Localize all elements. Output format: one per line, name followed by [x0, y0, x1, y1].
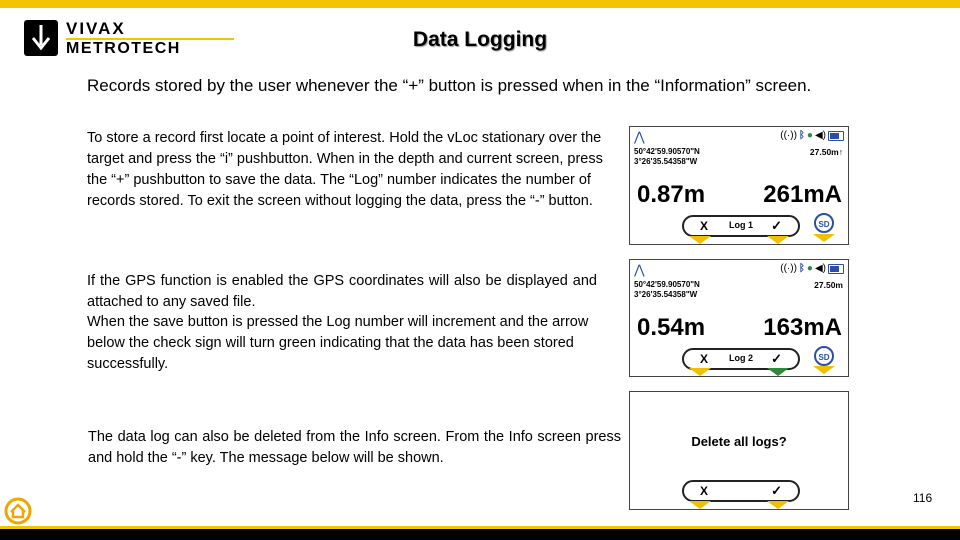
- paragraph-delete-logs: The data log can also be deleted from the Info screen. From the Info screen press and hold the “-” key. The message below will be shown.: [88, 429, 621, 466]
- gps-pin-icon: ●: [806, 130, 813, 141]
- logo-text-vivax: VIVAX: [66, 19, 126, 38]
- latitude: 50°42'59.90570"N: [634, 147, 700, 156]
- save-arrow-icon: [767, 236, 789, 244]
- delete-logs-message: Delete all logs?: [691, 434, 787, 449]
- gps-pin-icon: ●: [806, 263, 813, 274]
- device-screen-log-1: [629, 126, 849, 245]
- gps-coordinates: [634, 280, 700, 300]
- page-number: 116: [913, 491, 933, 505]
- cancel-arrow-icon: [689, 501, 711, 509]
- bluetooth-icon: ᛒ: [798, 130, 805, 141]
- top-accent-bar: [0, 0, 960, 8]
- antenna-icon: ((·)): [780, 130, 797, 141]
- softkey-bar: [682, 348, 800, 370]
- sd-arrow-icon: [813, 234, 835, 242]
- depth-value: 0.87m: [637, 181, 706, 208]
- device-screen-delete-logs: [629, 391, 849, 510]
- current-value: 163mA: [763, 314, 842, 341]
- page-title: Data Logging: [412, 28, 548, 51]
- cancel-softkey: X: [700, 219, 709, 233]
- confirm-arrow-icon: [767, 501, 789, 509]
- cancel-arrow-icon: [689, 368, 711, 376]
- cancel-softkey: X: [700, 484, 709, 498]
- save-softkey: ✓: [771, 218, 782, 233]
- save-softkey: ✓: [771, 351, 782, 366]
- signal-wave-icon: ⋀: [634, 129, 645, 144]
- current-value: 261mA: [763, 181, 842, 208]
- signal-wave-icon: ⋀: [634, 262, 645, 277]
- gps-coordinates: [634, 147, 700, 167]
- depth-value: 0.54m: [637, 314, 706, 341]
- device-screen-log-2: [629, 259, 849, 377]
- log-count: Log 1: [729, 220, 753, 230]
- home-icon[interactable]: [4, 497, 32, 525]
- bottom-bar: [0, 526, 960, 540]
- softkey-bar: [682, 215, 800, 237]
- cancel-softkey: X: [700, 352, 709, 366]
- cancel-arrow-icon: [689, 236, 711, 244]
- confirm-softkey: ✓: [771, 483, 782, 498]
- latitude: 50°42'59.90570"N: [634, 280, 700, 289]
- depth-readout: 27.50m: [814, 280, 843, 290]
- antenna-icon: ((·)): [780, 263, 797, 274]
- status-icons: [780, 130, 844, 142]
- page-subtitle: Records stored by the user whenever the “+” button is pressed when in the “Information” screen.: [87, 76, 812, 95]
- paragraph-log-increment: When the save button is pressed the Log number will increment and the arrow below the check sign will turn green indicating that the data has been stored successfully.: [87, 314, 589, 372]
- battery-icon: [828, 264, 844, 274]
- sd-card-icon: SD: [814, 213, 834, 233]
- logo-text-metrotech: METROTECH: [66, 40, 181, 57]
- speaker-icon: ◀): [814, 263, 826, 274]
- sd-arrow-icon: [813, 366, 835, 374]
- speaker-icon: ◀): [814, 130, 826, 141]
- paragraph-gps: If the GPS function is enabled the GPS coordinates will also be displayed and attached to any saved file.: [87, 273, 597, 310]
- battery-icon: [828, 131, 844, 141]
- sd-card-icon: SD: [814, 346, 834, 366]
- paragraph-store-record: To store a record first locate a point of interest. Hold the vLoc stationary over the target and press the “i” pushbutton. When in the depth and current screen, press the “+” pushbutton to save the data. The “Log” number indicates the number of records stored. To exit the screen without logging the data, press the “-” button.: [87, 130, 603, 209]
- bottom-accent-strip: [0, 526, 960, 529]
- status-icons: [780, 263, 844, 275]
- bluetooth-icon: ᛒ: [798, 263, 805, 274]
- save-arrow-icon: [767, 368, 789, 376]
- softkey-bar: [682, 480, 800, 502]
- longitude: 3°26'35.54358"W: [634, 157, 698, 166]
- longitude: 3°26'35.54358"W: [634, 290, 698, 299]
- depth-readout: 27.50m↑: [809, 147, 843, 157]
- log-count: Log 2: [729, 353, 753, 363]
